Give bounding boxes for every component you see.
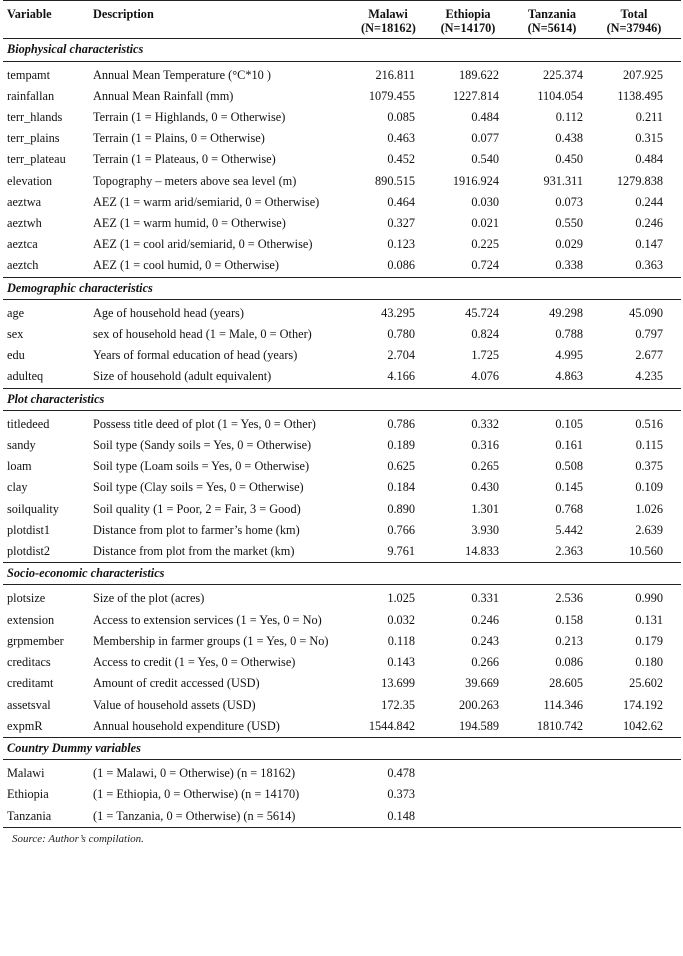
ethiopia-value: 0.316	[471, 438, 499, 453]
ethiopia-value: 1227.814	[452, 88, 499, 103]
total-value: 25.602	[629, 676, 663, 691]
description-cell: Years of formal education of head (years)	[93, 348, 298, 363]
section-title: Demographic characteristics	[3, 277, 681, 299]
malawi-value: 0.452	[387, 152, 415, 167]
ethiopia-value: 0.331	[471, 591, 499, 606]
malawi-value: 43.295	[381, 305, 415, 320]
variable-cell: expmR	[7, 718, 43, 733]
table-row	[3, 410, 681, 435]
malawi-value: 1.025	[387, 591, 415, 606]
header-ethiopia: Ethiopia (N=14170)	[433, 1, 517, 39]
tanzania-value: 2.536	[555, 591, 583, 606]
description-cell: Terrain (1 = Plains, 0 = Otherwise)	[93, 131, 265, 146]
table-row	[3, 610, 681, 631]
variable-cell: tempamt	[7, 67, 51, 82]
ethiopia-value: 0.484	[471, 110, 499, 125]
table-row	[3, 695, 681, 716]
variable-cell: aeztwh	[7, 216, 42, 231]
malawi-value: 0.327	[387, 216, 415, 231]
tanzania-value: 0.158	[555, 612, 583, 627]
ethiopia-value: 14.833	[465, 544, 499, 559]
header-total: Total (N=37946)	[601, 1, 681, 39]
ethiopia-value: 0.021	[471, 216, 499, 231]
tanzania-value: 4.995	[555, 348, 583, 363]
malawi-value: 890.515	[375, 173, 415, 188]
table-row	[3, 171, 681, 192]
malawi-value: 216.811	[375, 67, 415, 82]
total-value: 1138.495	[617, 88, 663, 103]
variable-cell: Ethiopia	[7, 787, 49, 802]
description-cell: Membership in farmer groups (1 = Yes, 0 = No)	[93, 633, 329, 648]
variable-cell: terr_plains	[7, 131, 60, 146]
description-cell: AEZ (1 = warm humid, 0 = Otherwise)	[93, 216, 286, 231]
tanzania-value: 0.161	[555, 438, 583, 453]
tanzania-value: 4.863	[555, 369, 583, 384]
total-value: 1279.838	[616, 173, 663, 188]
malawi-value: 2.704	[387, 348, 415, 363]
table-row	[3, 716, 681, 738]
table-row	[3, 149, 681, 170]
table-row	[3, 345, 681, 366]
description-cell: Distance from plot to farmer’s home (km)	[93, 522, 300, 537]
description-cell: (1 = Ethiopia, 0 = Otherwise) (n = 14170)	[93, 787, 300, 802]
section-title: Plot characteristics	[3, 388, 681, 410]
malawi-value: 0.189	[387, 438, 415, 453]
ethiopia-value: 4.076	[471, 369, 499, 384]
section-title: Socio-economic characteristics	[3, 563, 681, 585]
section-header-row	[3, 39, 681, 61]
malawi-value: 1544.842	[368, 718, 415, 733]
tanzania-value: 0.438	[555, 131, 583, 146]
description-cell: Soil type (Sandy soils = Yes, 0 = Otherwise)	[93, 438, 312, 453]
variable-cell: age	[7, 305, 25, 320]
variable-cell: rainfallan	[7, 88, 55, 103]
total-value: 0.516	[635, 416, 663, 431]
table-row	[3, 299, 681, 324]
source-note: Source: Author’s compilation.	[12, 832, 144, 845]
ethiopia-value: 0.246	[471, 612, 499, 627]
malawi-value: 13.699	[381, 676, 415, 691]
total-value: 0.131	[635, 612, 663, 627]
description-cell: Annual household expenditure (USD)	[93, 718, 280, 733]
tanzania-value: 0.550	[555, 216, 583, 231]
table-row	[3, 631, 681, 652]
table-row	[3, 499, 681, 520]
ethiopia-value: 0.540	[471, 152, 499, 167]
variable-cell: sex	[7, 327, 24, 342]
tanzania-value: 0.338	[555, 258, 583, 273]
table-row	[3, 128, 681, 149]
total-value: 0.375	[635, 459, 663, 474]
total-value: 0.179	[635, 633, 663, 648]
malawi-value: 4.166	[387, 369, 415, 384]
variable-cell: sandy	[7, 438, 36, 453]
malawi-value: 0.086	[387, 258, 415, 273]
variable-cell: Tanzania	[3, 806, 89, 828]
malawi-value: 0.032	[387, 612, 415, 627]
malawi-value: 0.478	[387, 766, 415, 781]
table-row	[3, 255, 681, 277]
total-value: 174.192	[623, 697, 663, 712]
total-value: 0.246	[635, 216, 663, 231]
description-cell: AEZ (1 = cool arid/semiarid, 0 = Otherwise)	[93, 237, 313, 252]
variable-cell: grpmember	[7, 633, 64, 648]
tanzania-value: 0.213	[555, 633, 583, 648]
description-cell: Amount of credit accessed (USD)	[93, 676, 260, 691]
malawi-value: 1079.455	[368, 88, 415, 103]
description-cell: Terrain (1 = Highlands, 0 = Otherwise)	[93, 110, 286, 125]
total-value: 0.180	[635, 655, 663, 670]
ethiopia-value: 39.669	[465, 676, 499, 691]
table-row	[3, 324, 681, 345]
header-description: Description	[89, 1, 357, 39]
section-title: Country Dummy variables	[3, 737, 681, 759]
section-title: Biophysical characteristics	[3, 39, 681, 61]
description-cell: (1 = Tanzania, 0 = Otherwise) (n = 5614)	[89, 806, 357, 828]
tanzania-value: 0.112	[555, 110, 583, 125]
variable-cell: aeztch	[7, 258, 39, 273]
variable-cell: creditacs	[7, 655, 51, 670]
total-value: 4.235	[635, 369, 663, 384]
ethiopia-value: 0.243	[471, 633, 499, 648]
ethiopia-value: 189.622	[459, 67, 499, 82]
description-cell: Access to credit (1 = Yes, 0 = Otherwise)	[93, 655, 296, 670]
ethiopia-value: 0.430	[471, 480, 499, 495]
malawi-value: 0.118	[387, 633, 415, 648]
description-cell: Annual Mean Rainfall (mm)	[93, 88, 234, 103]
malawi-value: 0.143	[387, 655, 415, 670]
malawi-value: 0.123	[387, 237, 415, 252]
header-malawi: Malawi (N=18162)	[357, 1, 433, 39]
ethiopia-value	[433, 760, 517, 785]
malawi-value: 9.761	[387, 544, 415, 559]
variable-cell: elevation	[7, 173, 53, 188]
table-row	[3, 192, 681, 213]
variable-cell: adulteq	[7, 369, 44, 384]
malawi-value: 0.625	[387, 459, 415, 474]
ethiopia-value: 1.725	[471, 348, 499, 363]
table-row	[3, 366, 681, 388]
section-header-row	[3, 737, 681, 759]
description-cell: Value of household assets (USD)	[93, 697, 256, 712]
variable-cell: extension	[7, 612, 55, 627]
variable-cell: titledeed	[7, 416, 50, 431]
description-cell: Topography – meters above sea level (m)	[93, 173, 297, 188]
tanzania-value	[517, 806, 601, 828]
total-value	[601, 760, 681, 785]
description-cell: (1 = Malawi, 0 = Otherwise) (n = 18162)	[93, 766, 296, 781]
tanzania-value	[517, 760, 601, 785]
total-value	[601, 784, 681, 805]
total-value: 0.147	[635, 237, 663, 252]
description-cell: Terrain (1 = Plateaus, 0 = Otherwise)	[93, 152, 276, 167]
tanzania-value	[517, 784, 601, 805]
ethiopia-value: 200.263	[459, 697, 499, 712]
malawi-value: 172.35	[381, 697, 415, 712]
variable-cell: plotdist1	[7, 522, 51, 537]
ethiopia-value: 45.724	[465, 305, 499, 320]
tanzania-value: 28.605	[549, 676, 583, 691]
description-cell: Annual Mean Temperature (°C*10 )	[93, 67, 271, 82]
ethiopia-value: 0.332	[471, 416, 499, 431]
description-cell: Access to extension services (1 = Yes, 0 = No)	[93, 612, 322, 627]
total-value: 10.560	[629, 544, 663, 559]
ethiopia-value: 0.030	[471, 194, 499, 209]
description-cell: sex of household head (1 = Male, 0 = Other)	[93, 327, 312, 342]
tanzania-value: 1810.742	[536, 718, 583, 733]
tanzania-value: 0.450	[555, 152, 583, 167]
description-cell: Size of the plot (acres)	[93, 591, 205, 606]
description-cell: AEZ (1 = cool humid, 0 = Otherwise)	[93, 258, 279, 273]
total-value: 0.109	[635, 480, 663, 495]
variable-cell: aeztwa	[7, 194, 42, 209]
variable-cell: terr_hlands	[7, 110, 63, 125]
ethiopia-value: 1.301	[471, 501, 499, 516]
total-value	[601, 806, 681, 828]
description-cell: Distance from plot from the market (km)	[93, 544, 295, 559]
header-tanzania: Tanzania (N=5614)	[517, 1, 601, 39]
tanzania-value: 0.768	[555, 501, 583, 516]
total-value: 2.639	[635, 522, 663, 537]
malawi-value: 0.890	[387, 501, 415, 516]
table-row	[3, 652, 681, 673]
ethiopia-value: 0.265	[471, 459, 499, 474]
total-value: 0.363	[635, 258, 663, 273]
header-variable: Variable	[3, 1, 89, 39]
table-row	[3, 520, 681, 541]
ethiopia-value: 1916.924	[452, 173, 499, 188]
variable-cell: edu	[7, 348, 25, 363]
malawi-value: 0.464	[387, 194, 415, 209]
section-header-row	[3, 388, 681, 410]
total-value: 0.990	[635, 591, 663, 606]
variable-cell: plotsize	[7, 591, 46, 606]
table-row	[3, 86, 681, 107]
table-row	[3, 213, 681, 234]
malawi-value: 0.463	[387, 131, 415, 146]
ethiopia-value: 0.266	[471, 655, 499, 670]
total-value: 0.115	[635, 438, 663, 453]
table-header-row	[3, 1, 681, 39]
total-value: 1042.62	[623, 718, 663, 733]
ethiopia-value: 0.824	[471, 327, 499, 342]
tanzania-value: 0.073	[555, 194, 583, 209]
total-value: 0.484	[635, 152, 663, 167]
description-cell: Age of household head (years)	[93, 305, 244, 320]
section-header-row	[3, 277, 681, 299]
malawi-value: 0.786	[387, 416, 415, 431]
tanzania-value: 49.298	[549, 305, 583, 320]
variable-cell: clay	[7, 480, 28, 495]
malawi-value: 0.085	[387, 110, 415, 125]
description-cell: Possess title deed of plot (1 = Yes, 0 = Other)	[93, 416, 316, 431]
variable-cell: soilquality	[7, 501, 59, 516]
total-value: 45.090	[629, 305, 663, 320]
table-row	[3, 61, 681, 86]
table-row	[3, 234, 681, 255]
tanzania-value: 0.086	[555, 655, 583, 670]
summary-statistics-table	[3, 0, 681, 828]
malawi-value: 0.184	[387, 480, 415, 495]
tanzania-value: 1104.054	[537, 88, 583, 103]
table-row	[3, 435, 681, 456]
table-row	[3, 477, 681, 498]
ethiopia-value	[433, 784, 517, 805]
total-value: 0.315	[635, 131, 663, 146]
table-row	[3, 541, 681, 563]
tanzania-value: 0.145	[555, 480, 583, 495]
description-cell: Soil quality (1 = Poor, 2 = Fair, 3 = Good)	[93, 501, 301, 516]
summary-statistics-table-container	[3, 0, 681, 845]
variable-cell: terr_plateau	[7, 152, 66, 167]
malawi-value: 0.148	[357, 806, 433, 828]
total-value: 0.244	[635, 194, 663, 209]
total-value: 207.925	[623, 67, 663, 82]
description-cell: Size of household (adult equivalent)	[93, 369, 272, 384]
malawi-value: 0.373	[387, 787, 415, 802]
table-row	[3, 107, 681, 128]
variable-cell: assetsval	[7, 697, 51, 712]
table-row	[3, 806, 681, 828]
table-body	[3, 39, 681, 827]
ethiopia-value: 0.225	[471, 237, 499, 252]
tanzania-value: 5.442	[555, 522, 583, 537]
variable-cell: aeztca	[7, 237, 38, 252]
ethiopia-value	[433, 806, 517, 828]
total-value: 0.211	[635, 110, 663, 125]
description-cell: AEZ (1 = warm arid/semiarid, 0 = Otherwise)	[93, 194, 320, 209]
table-row	[3, 760, 681, 785]
tanzania-value: 0.105	[555, 416, 583, 431]
total-value: 2.677	[635, 348, 663, 363]
table-row	[3, 456, 681, 477]
total-value: 0.797	[635, 327, 663, 342]
variable-cell: loam	[7, 459, 32, 474]
table-row	[3, 585, 681, 610]
table-row	[3, 673, 681, 694]
ethiopia-value: 0.077	[471, 131, 499, 146]
tanzania-value: 0.029	[555, 237, 583, 252]
variable-cell: Malawi	[7, 766, 45, 781]
tanzania-value: 0.508	[555, 459, 583, 474]
variable-cell: creditamt	[7, 676, 54, 691]
section-header-row	[3, 563, 681, 585]
tanzania-value: 931.311	[543, 173, 583, 188]
tanzania-value: 114.346	[543, 697, 583, 712]
tanzania-value: 0.788	[555, 327, 583, 342]
malawi-value: 0.780	[387, 327, 415, 342]
description-cell: Soil type (Clay soils = Yes, 0 = Otherwise)	[93, 480, 304, 495]
malawi-value: 0.766	[387, 522, 415, 537]
total-value: 1.026	[635, 501, 663, 516]
tanzania-value: 2.363	[555, 544, 583, 559]
ethiopia-value: 0.724	[471, 258, 499, 273]
description-cell: Soil type (Loam soils = Yes, 0 = Otherwise)	[93, 459, 310, 474]
variable-cell: plotdist2	[7, 544, 51, 559]
tanzania-value: 225.374	[543, 67, 583, 82]
ethiopia-value: 194.589	[459, 718, 499, 733]
ethiopia-value: 3.930	[471, 522, 499, 537]
table-row	[3, 784, 681, 805]
